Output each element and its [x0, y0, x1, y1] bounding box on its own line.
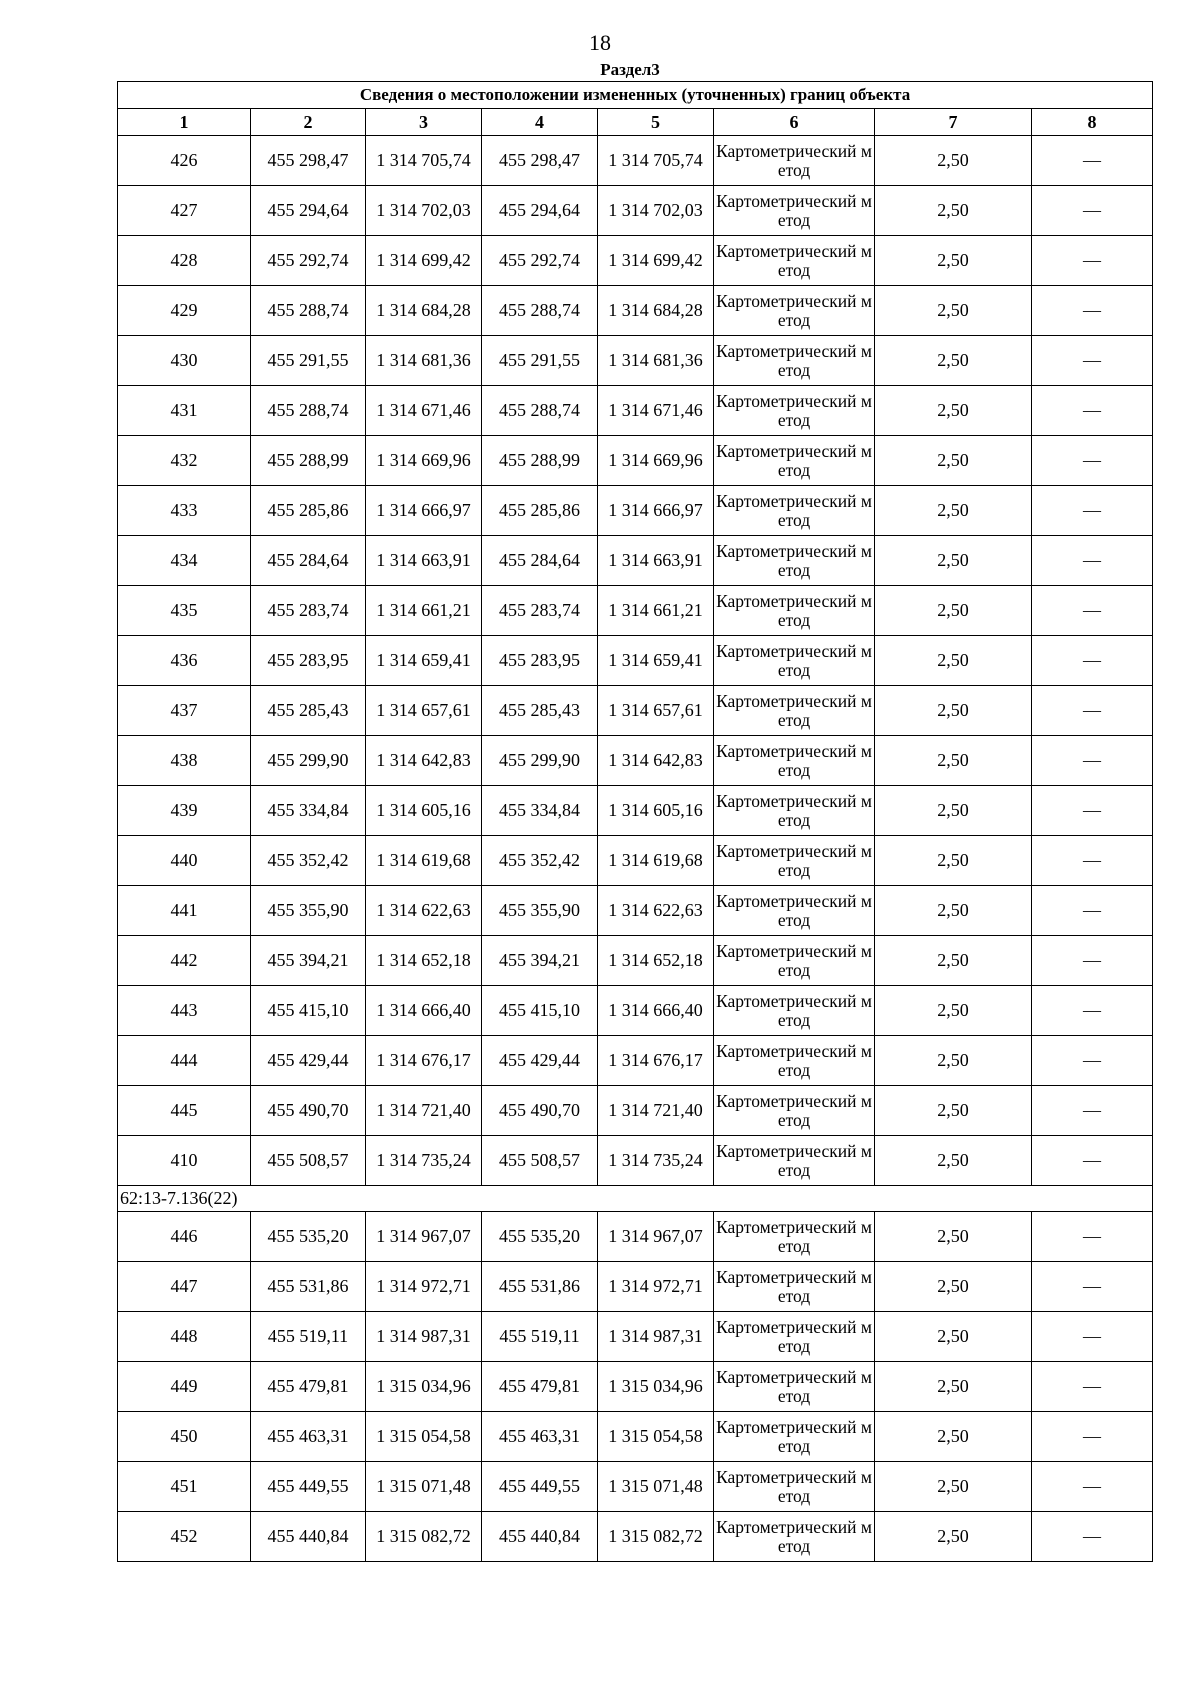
column-header: 7 — [875, 109, 1032, 136]
accuracy-cell: 2,50 — [875, 1312, 1032, 1362]
y-existing-cell: 1 314 605,16 — [366, 786, 482, 836]
note-cell: — — [1032, 686, 1153, 736]
y-existing-cell: 1 314 987,31 — [366, 1312, 482, 1362]
y-existing-cell: 1 314 681,36 — [366, 336, 482, 386]
accuracy-cell: 2,50 — [875, 636, 1032, 686]
table-row — [118, 236, 1153, 286]
y-refined-cell: 1 315 071,48 — [598, 1462, 714, 1512]
table-row — [118, 736, 1153, 786]
note-cell: — — [1032, 136, 1153, 186]
x-existing-cell: 455 479,81 — [251, 1362, 366, 1412]
method-cell: Картометрический метод — [714, 186, 875, 236]
y-refined-cell: 1 314 967,07 — [598, 1212, 714, 1262]
y-refined-cell: 1 314 659,41 — [598, 636, 714, 686]
table-row — [118, 186, 1153, 236]
x-existing-cell: 455 288,74 — [251, 386, 366, 436]
y-existing-cell: 1 314 735,24 — [366, 1136, 482, 1186]
note-cell: — — [1032, 436, 1153, 486]
note-cell: — — [1032, 1362, 1153, 1412]
table-row — [118, 286, 1153, 336]
y-refined-cell: 1 314 605,16 — [598, 786, 714, 836]
point-number-cell: 426 — [118, 136, 251, 186]
note-cell: — — [1032, 886, 1153, 936]
x-existing-cell: 455 508,57 — [251, 1136, 366, 1186]
note-cell: — — [1032, 386, 1153, 436]
y-existing-cell: 1 314 642,83 — [366, 736, 482, 786]
y-existing-cell: 1 314 721,40 — [366, 1086, 482, 1136]
method-cell: Картометрический метод — [714, 536, 875, 586]
point-number-cell: 435 — [118, 586, 251, 636]
note-cell: — — [1032, 636, 1153, 686]
accuracy-cell: 2,50 — [875, 986, 1032, 1036]
y-existing-cell: 1 314 972,71 — [366, 1262, 482, 1312]
note-cell: — — [1032, 1086, 1153, 1136]
method-cell: Картометрический метод — [714, 686, 875, 736]
y-existing-cell: 1 314 671,46 — [366, 386, 482, 436]
method-cell: Картометрический метод — [714, 1312, 875, 1362]
y-existing-cell: 1 314 661,21 — [366, 586, 482, 636]
y-refined-cell: 1 314 681,36 — [598, 336, 714, 386]
point-number-cell: 428 — [118, 236, 251, 286]
note-cell: — — [1032, 1036, 1153, 1086]
accuracy-cell: 2,50 — [875, 1362, 1032, 1412]
table-body — [118, 82, 1153, 1562]
x-existing-cell: 455 535,20 — [251, 1212, 366, 1262]
x-existing-cell: 455 449,55 — [251, 1462, 366, 1512]
point-number-cell: 452 — [118, 1512, 251, 1562]
note-cell: — — [1032, 986, 1153, 1036]
method-cell: Картометрический метод — [714, 1462, 875, 1512]
column-header: 8 — [1032, 109, 1153, 136]
x-refined-cell: 455 291,55 — [482, 336, 598, 386]
x-existing-cell: 455 283,95 — [251, 636, 366, 686]
method-cell: Картометрический метод — [714, 1362, 875, 1412]
x-refined-cell: 455 440,84 — [482, 1512, 598, 1562]
x-existing-cell: 455 294,64 — [251, 186, 366, 236]
note-cell: — — [1032, 1412, 1153, 1462]
accuracy-cell: 2,50 — [875, 936, 1032, 986]
note-cell: — — [1032, 786, 1153, 836]
table-row — [118, 136, 1153, 186]
note-cell: — — [1032, 736, 1153, 786]
table-row — [118, 1462, 1153, 1512]
note-cell: — — [1032, 186, 1153, 236]
y-refined-cell: 1 314 652,18 — [598, 936, 714, 986]
table-row — [118, 1212, 1153, 1262]
y-existing-cell: 1 315 082,72 — [366, 1512, 482, 1562]
method-cell: Картометрический метод — [714, 736, 875, 786]
y-refined-cell: 1 314 721,40 — [598, 1086, 714, 1136]
accuracy-cell: 2,50 — [875, 186, 1032, 236]
x-refined-cell: 455 283,74 — [482, 586, 598, 636]
x-existing-cell: 455 299,90 — [251, 736, 366, 786]
x-existing-cell: 455 283,74 — [251, 586, 366, 636]
point-number-cell: 448 — [118, 1312, 251, 1362]
method-cell: Картометрический метод — [714, 436, 875, 486]
point-number-cell: 441 — [118, 886, 251, 936]
table-row — [118, 1362, 1153, 1412]
y-existing-cell: 1 315 034,96 — [366, 1362, 482, 1412]
note-cell: — — [1032, 536, 1153, 586]
accuracy-cell: 2,50 — [875, 1036, 1032, 1086]
method-cell: Картометрический метод — [714, 986, 875, 1036]
y-existing-cell: 1 314 652,18 — [366, 936, 482, 986]
x-refined-cell: 455 299,90 — [482, 736, 598, 786]
accuracy-cell: 2,50 — [875, 786, 1032, 836]
accuracy-cell: 2,50 — [875, 686, 1032, 736]
table-row — [118, 886, 1153, 936]
note-cell: — — [1032, 1512, 1153, 1562]
point-number-cell: 432 — [118, 436, 251, 486]
table-row — [118, 1136, 1153, 1186]
point-number-cell: 444 — [118, 1036, 251, 1086]
note-cell: — — [1032, 286, 1153, 336]
x-refined-cell: 455 394,21 — [482, 936, 598, 986]
accuracy-cell: 2,50 — [875, 736, 1032, 786]
x-refined-cell: 455 415,10 — [482, 986, 598, 1036]
y-refined-cell: 1 314 657,61 — [598, 686, 714, 736]
y-refined-cell: 1 314 663,91 — [598, 536, 714, 586]
y-refined-cell: 1 315 054,58 — [598, 1412, 714, 1462]
method-cell: Картометрический метод — [714, 1086, 875, 1136]
y-existing-cell: 1 314 676,17 — [366, 1036, 482, 1086]
column-header: 3 — [366, 109, 482, 136]
accuracy-cell: 2,50 — [875, 236, 1032, 286]
method-cell: Картометрический метод — [714, 236, 875, 286]
y-refined-cell: 1 314 669,96 — [598, 436, 714, 486]
x-existing-cell: 455 291,55 — [251, 336, 366, 386]
table-row — [118, 986, 1153, 1036]
y-refined-cell: 1 314 661,21 — [598, 586, 714, 636]
method-cell: Картометрический метод — [714, 1262, 875, 1312]
x-refined-cell: 455 285,43 — [482, 686, 598, 736]
note-cell: — — [1032, 1262, 1153, 1312]
column-header: 1 — [118, 109, 251, 136]
y-refined-cell: 1 315 034,96 — [598, 1362, 714, 1412]
y-refined-cell: 1 314 702,03 — [598, 186, 714, 236]
point-number-cell: 438 — [118, 736, 251, 786]
point-number-cell: 440 — [118, 836, 251, 886]
x-refined-cell: 455 535,20 — [482, 1212, 598, 1262]
method-cell: Картометрический метод — [714, 336, 875, 386]
x-existing-cell: 455 352,42 — [251, 836, 366, 886]
note-cell: — — [1032, 936, 1153, 986]
note-cell: — — [1032, 836, 1153, 886]
point-number-cell: 427 — [118, 186, 251, 236]
point-number-cell: 436 — [118, 636, 251, 686]
method-cell: Картометрический метод — [714, 836, 875, 886]
x-existing-cell: 455 415,10 — [251, 986, 366, 1036]
coordinates-table — [117, 81, 1153, 1562]
method-cell: Картометрический метод — [714, 386, 875, 436]
method-cell: Картометрический метод — [714, 886, 875, 936]
column-header: 2 — [251, 109, 366, 136]
x-existing-cell: 455 519,11 — [251, 1312, 366, 1362]
point-number-cell: 446 — [118, 1212, 251, 1262]
x-existing-cell: 455 298,47 — [251, 136, 366, 186]
method-cell: Картометрический метод — [714, 136, 875, 186]
point-number-cell: 449 — [118, 1362, 251, 1412]
table-row — [118, 686, 1153, 736]
y-refined-cell: 1 314 676,17 — [598, 1036, 714, 1086]
x-refined-cell: 455 285,86 — [482, 486, 598, 536]
x-refined-cell: 455 288,74 — [482, 386, 598, 436]
y-existing-cell: 1 314 619,68 — [366, 836, 482, 886]
point-number-cell: 433 — [118, 486, 251, 536]
x-refined-cell: 455 479,81 — [482, 1362, 598, 1412]
y-existing-cell: 1 314 622,63 — [366, 886, 482, 936]
x-existing-cell: 455 440,84 — [251, 1512, 366, 1562]
column-header: 5 — [598, 109, 714, 136]
table-row — [118, 836, 1153, 886]
accuracy-cell: 2,50 — [875, 336, 1032, 386]
x-refined-cell: 455 283,95 — [482, 636, 598, 686]
table-caption: Сведения о местоположении измененных (уточненных) границ объекта — [118, 82, 1153, 109]
group-label-row — [118, 1186, 1153, 1212]
method-cell: Картометрический метод — [714, 286, 875, 336]
x-existing-cell: 455 284,64 — [251, 536, 366, 586]
y-existing-cell: 1 314 663,91 — [366, 536, 482, 586]
accuracy-cell: 2,50 — [875, 386, 1032, 436]
x-refined-cell: 455 449,55 — [482, 1462, 598, 1512]
accuracy-cell: 2,50 — [875, 136, 1032, 186]
note-cell: — — [1032, 336, 1153, 386]
y-refined-cell: 1 314 684,28 — [598, 286, 714, 336]
table-row — [118, 1262, 1153, 1312]
x-refined-cell: 455 531,86 — [482, 1262, 598, 1312]
point-number-cell: 445 — [118, 1086, 251, 1136]
y-refined-cell: 1 314 705,74 — [598, 136, 714, 186]
note-cell: — — [1032, 586, 1153, 636]
x-refined-cell: 455 429,44 — [482, 1036, 598, 1086]
accuracy-cell: 2,50 — [875, 586, 1032, 636]
note-cell: — — [1032, 1312, 1153, 1362]
x-refined-cell: 455 298,47 — [482, 136, 598, 186]
x-refined-cell: 455 519,11 — [482, 1312, 598, 1362]
table-row — [118, 586, 1153, 636]
table-row — [118, 1086, 1153, 1136]
y-refined-cell: 1 315 082,72 — [598, 1512, 714, 1562]
y-existing-cell: 1 314 705,74 — [366, 136, 482, 186]
note-cell: — — [1032, 1212, 1153, 1262]
x-refined-cell: 455 288,99 — [482, 436, 598, 486]
accuracy-cell: 2,50 — [875, 886, 1032, 936]
accuracy-cell: 2,50 — [875, 836, 1032, 886]
method-cell: Картометрический метод — [714, 1512, 875, 1562]
accuracy-cell: 2,50 — [875, 1462, 1032, 1512]
x-refined-cell: 455 508,57 — [482, 1136, 598, 1186]
y-existing-cell: 1 314 669,96 — [366, 436, 482, 486]
x-refined-cell: 455 355,90 — [482, 886, 598, 936]
method-cell: Картометрический метод — [714, 486, 875, 536]
table-row — [118, 1512, 1153, 1562]
point-number-cell: 410 — [118, 1136, 251, 1186]
x-refined-cell: 455 284,64 — [482, 536, 598, 586]
table-row — [118, 436, 1153, 486]
note-cell: — — [1032, 486, 1153, 536]
point-number-cell: 442 — [118, 936, 251, 986]
point-number-cell: 430 — [118, 336, 251, 386]
method-cell: Картометрический метод — [714, 636, 875, 686]
y-existing-cell: 1 314 666,97 — [366, 486, 482, 536]
x-refined-cell: 455 294,64 — [482, 186, 598, 236]
y-existing-cell: 1 314 659,41 — [366, 636, 482, 686]
table-row — [118, 1036, 1153, 1086]
y-refined-cell: 1 314 666,40 — [598, 986, 714, 1036]
x-refined-cell: 455 334,84 — [482, 786, 598, 836]
y-existing-cell: 1 314 666,40 — [366, 986, 482, 1036]
point-number-cell: 437 — [118, 686, 251, 736]
x-existing-cell: 455 334,84 — [251, 786, 366, 836]
x-refined-cell: 455 463,31 — [482, 1412, 598, 1462]
point-number-cell: 450 — [118, 1412, 251, 1462]
x-refined-cell: 455 490,70 — [482, 1086, 598, 1136]
x-existing-cell: 455 394,21 — [251, 936, 366, 986]
point-number-cell: 431 — [118, 386, 251, 436]
accuracy-cell: 2,50 — [875, 1136, 1032, 1186]
x-refined-cell: 455 352,42 — [482, 836, 598, 886]
y-existing-cell: 1 314 699,42 — [366, 236, 482, 286]
accuracy-cell: 2,50 — [875, 1512, 1032, 1562]
x-existing-cell: 455 288,74 — [251, 286, 366, 336]
method-cell: Картометрический метод — [714, 1136, 875, 1186]
y-existing-cell: 1 314 657,61 — [366, 686, 482, 736]
point-number-cell: 447 — [118, 1262, 251, 1312]
y-refined-cell: 1 314 987,31 — [598, 1312, 714, 1362]
accuracy-cell: 2,50 — [875, 1262, 1032, 1312]
point-number-cell: 451 — [118, 1462, 251, 1512]
x-existing-cell: 455 531,86 — [251, 1262, 366, 1312]
accuracy-cell: 2,50 — [875, 286, 1032, 336]
note-cell: — — [1032, 236, 1153, 286]
y-refined-cell: 1 314 622,63 — [598, 886, 714, 936]
section-title: Раздел3 — [600, 60, 660, 79]
y-refined-cell: 1 314 671,46 — [598, 386, 714, 436]
page-number: 18 — [589, 30, 611, 55]
table-row — [118, 336, 1153, 386]
note-cell: — — [1032, 1136, 1153, 1186]
method-cell: Картометрический метод — [714, 1036, 875, 1086]
column-number-row — [118, 109, 1153, 136]
table-row — [118, 786, 1153, 836]
table-row — [118, 936, 1153, 986]
y-refined-cell: 1 314 699,42 — [598, 236, 714, 286]
x-existing-cell: 455 288,99 — [251, 436, 366, 486]
y-existing-cell: 1 314 702,03 — [366, 186, 482, 236]
point-number-cell: 434 — [118, 536, 251, 586]
table-caption-row — [118, 82, 1153, 109]
method-cell: Картометрический метод — [714, 1212, 875, 1262]
x-refined-cell: 455 288,74 — [482, 286, 598, 336]
method-cell: Картометрический метод — [714, 786, 875, 836]
column-header: 6 — [714, 109, 875, 136]
point-number-cell: 443 — [118, 986, 251, 1036]
y-existing-cell: 1 315 054,58 — [366, 1412, 482, 1462]
table-row — [118, 636, 1153, 686]
x-existing-cell: 455 463,31 — [251, 1412, 366, 1462]
accuracy-cell: 2,50 — [875, 486, 1032, 536]
x-existing-cell: 455 292,74 — [251, 236, 366, 286]
y-refined-cell: 1 314 735,24 — [598, 1136, 714, 1186]
y-refined-cell: 1 314 666,97 — [598, 486, 714, 536]
point-number-cell: 429 — [118, 286, 251, 336]
table-row — [118, 536, 1153, 586]
accuracy-cell: 2,50 — [875, 1212, 1032, 1262]
y-existing-cell: 1 314 684,28 — [366, 286, 482, 336]
table-row — [118, 1312, 1153, 1362]
x-existing-cell: 455 355,90 — [251, 886, 366, 936]
method-cell: Картометрический метод — [714, 586, 875, 636]
accuracy-cell: 2,50 — [875, 1086, 1032, 1136]
group-label: 62:13-7.136(22) — [118, 1186, 1153, 1212]
note-cell: — — [1032, 1462, 1153, 1512]
method-cell: Картометрический метод — [714, 1412, 875, 1462]
y-existing-cell: 1 314 967,07 — [366, 1212, 482, 1262]
x-existing-cell: 455 490,70 — [251, 1086, 366, 1136]
accuracy-cell: 2,50 — [875, 1412, 1032, 1462]
column-header: 4 — [482, 109, 598, 136]
x-existing-cell: 455 285,43 — [251, 686, 366, 736]
x-existing-cell: 455 429,44 — [251, 1036, 366, 1086]
y-refined-cell: 1 314 619,68 — [598, 836, 714, 886]
method-cell: Картометрический метод — [714, 936, 875, 986]
table-row — [118, 486, 1153, 536]
point-number-cell: 439 — [118, 786, 251, 836]
y-refined-cell: 1 314 972,71 — [598, 1262, 714, 1312]
table-row — [118, 1412, 1153, 1462]
accuracy-cell: 2,50 — [875, 436, 1032, 486]
y-existing-cell: 1 315 071,48 — [366, 1462, 482, 1512]
x-refined-cell: 455 292,74 — [482, 236, 598, 286]
x-existing-cell: 455 285,86 — [251, 486, 366, 536]
table-row — [118, 386, 1153, 436]
accuracy-cell: 2,50 — [875, 536, 1032, 586]
y-refined-cell: 1 314 642,83 — [598, 736, 714, 786]
